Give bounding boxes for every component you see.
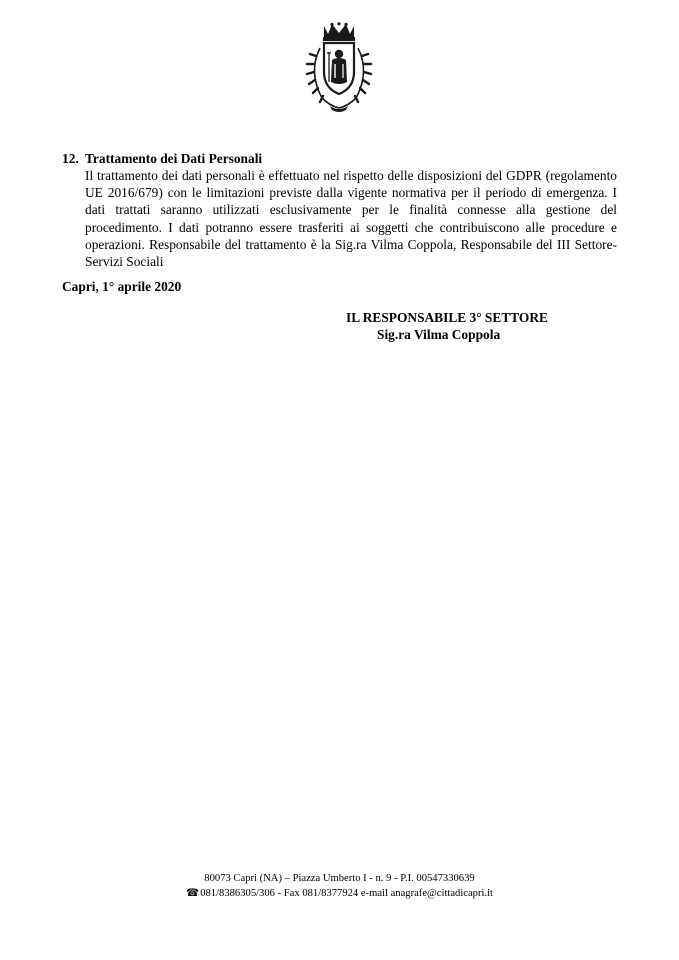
municipal-coat-of-arms-icon: [302, 22, 376, 114]
section-title: Trattamento dei Dati Personali: [85, 151, 263, 166]
footer-contacts-text: 081/8386305/306 - Fax 081/8377924 e-mail anagrafe@cittadicapri.it: [200, 888, 493, 899]
section-number: 12.: [62, 151, 79, 166]
footer-contacts: [0, 887, 679, 901]
personal-data-section: [62, 150, 617, 270]
signature-title: IL RESPONSABILE 3° SETTORE: [346, 310, 548, 325]
date-line: Capri, 1° aprile 2020: [62, 279, 182, 294]
phone-icon: ☎: [186, 888, 200, 899]
section-heading: [62, 150, 617, 167]
footer-address: 80073 Capri (NA) – Piazza Umberto I - n. 9 - P.I. 00547330639: [204, 873, 475, 884]
section-body-text: Il trattamento dei dati personali è effettuato nel rispetto delle disposizioni del GDPR (regolamento UE 2016/679) con le limitazioni previste dalla vigente normativa per il periodo di emergenza. I dati trattati saranno utilizzati esclusivamente per le finalità connesse alla gestione del procedimento. I dati potranno essere trasferiti ai soggetti che contribuiscono alle procedure e operazioni. Responsabile del trattamento è la Sig.ra Vilma Coppola, Responsabile del III Settore- Servizi Sociali: [85, 168, 617, 270]
signature-name: Sig.ra Vilma Coppola: [377, 327, 501, 342]
